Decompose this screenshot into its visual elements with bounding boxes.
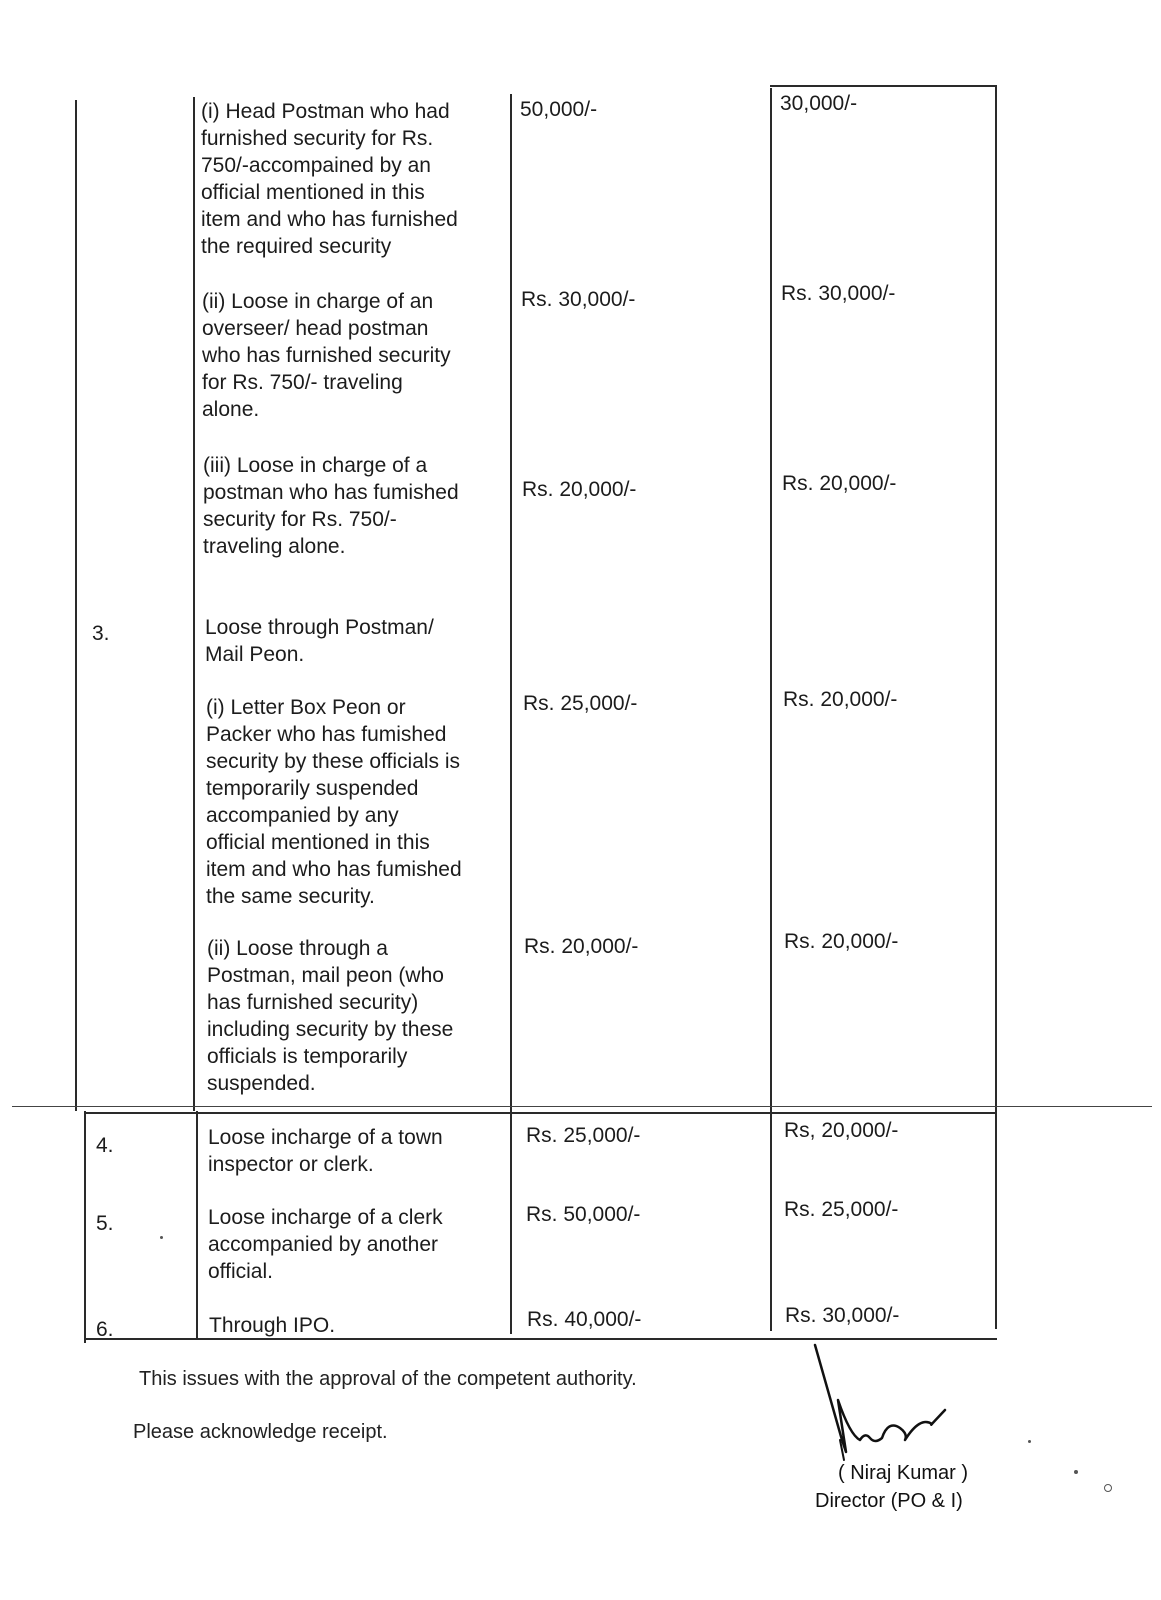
table-row-8-number: 5. [96,1212,114,1235]
table-row-7-amount-a: Rs. 25,000/- [526,1124,641,1147]
signatory-name: ( Niraj Kumar ) [838,1462,969,1484]
table-row-5-amount-b: Rs. 20,000/- [783,688,898,711]
table-row-2-desc: (ii) Loose in charge of an overseer/ head postman who has furnished security for Rs. 750/- traveling alone. [202,290,451,421]
table-row-9-amount-b: Rs. 30,000/- [785,1304,900,1327]
table-row-8-desc: Loose incharge of a clerk accompanied by another official. [208,1206,443,1283]
table-row-9-number: 6. [96,1318,114,1341]
table-row-3-amount-a: Rs. 20,000/- [522,478,637,501]
table-row-3-amount-b: Rs. 20,000/- [782,472,897,495]
table-row-3-desc: (iii) Loose in charge of a postman who has fumished security for Rs. 750/- traveling alone. [203,454,459,558]
table-row-9-amount-a: Rs. 40,000/- [527,1308,642,1331]
table-border-left-lower [84,1111,86,1343]
page-break-line [12,1106,1152,1107]
acknowledge-note: Please acknowledge receipt. [133,1421,388,1443]
table-row-6-amount-a: Rs. 20,000/- [524,935,639,958]
table-border-top [770,85,997,87]
table-row-4-desc: Loose through Postman/ Mail Peon. [205,616,434,666]
table-row-4-number: 3. [92,622,110,645]
table-row-8-amount-a: Rs. 50,000/- [526,1203,641,1226]
table-row-6-desc: (ii) Loose through a Postman, mail peon (who has furnished security) including security by these officials is temporarily suspended. [207,937,454,1095]
scan-speck [1104,1484,1112,1492]
table-border-mid [84,1112,997,1114]
table-border-left [75,100,77,1111]
approval-note: This issues with the approval of the competent authority. [139,1368,637,1390]
table-row-7-desc: Loose incharge of a town inspector or clerk. [208,1126,443,1176]
table-row-9-desc: Through IPO. [209,1314,336,1337]
table-row-7-number: 4. [96,1134,114,1157]
scan-speck [1028,1440,1031,1443]
scan-speck [1074,1470,1078,1474]
signatory-designation: Director (PO & I) [815,1490,963,1512]
table-row-5-amount-a: Rs. 25,000/- [523,692,638,715]
table-row-1-desc: (i) Head Postman who had furnished security for Rs. 750/-accompained by an official mentioned in this item and who has furnished the required security [201,100,458,258]
table-border-right [995,85,997,1329]
table-row-1-amount-b: 30,000/- [780,92,858,115]
table-row-2-amount-b: Rs. 30,000/- [781,282,896,305]
table-divider-1-lower [196,1111,198,1340]
table-row-7-amount-b: Rs, 20,000/- [784,1119,899,1142]
table-row-1-amount-a: 50,000/- [520,98,598,121]
table-row-6-amount-b: Rs. 20,000/- [784,930,899,953]
table-row-2-amount-a: Rs. 30,000/- [521,288,636,311]
table-divider-1 [193,97,195,1111]
table-divider-3 [770,88,772,1331]
table-row-8-amount-b: Rs. 25,000/- [784,1198,899,1221]
scan-speck [160,1236,163,1239]
table-row-5-desc: (i) Letter Box Peon or Packer who has fumished security by these officials is temporarily suspended accompanied by any official mentioned in this item and who has fumished the same security. [206,696,462,908]
